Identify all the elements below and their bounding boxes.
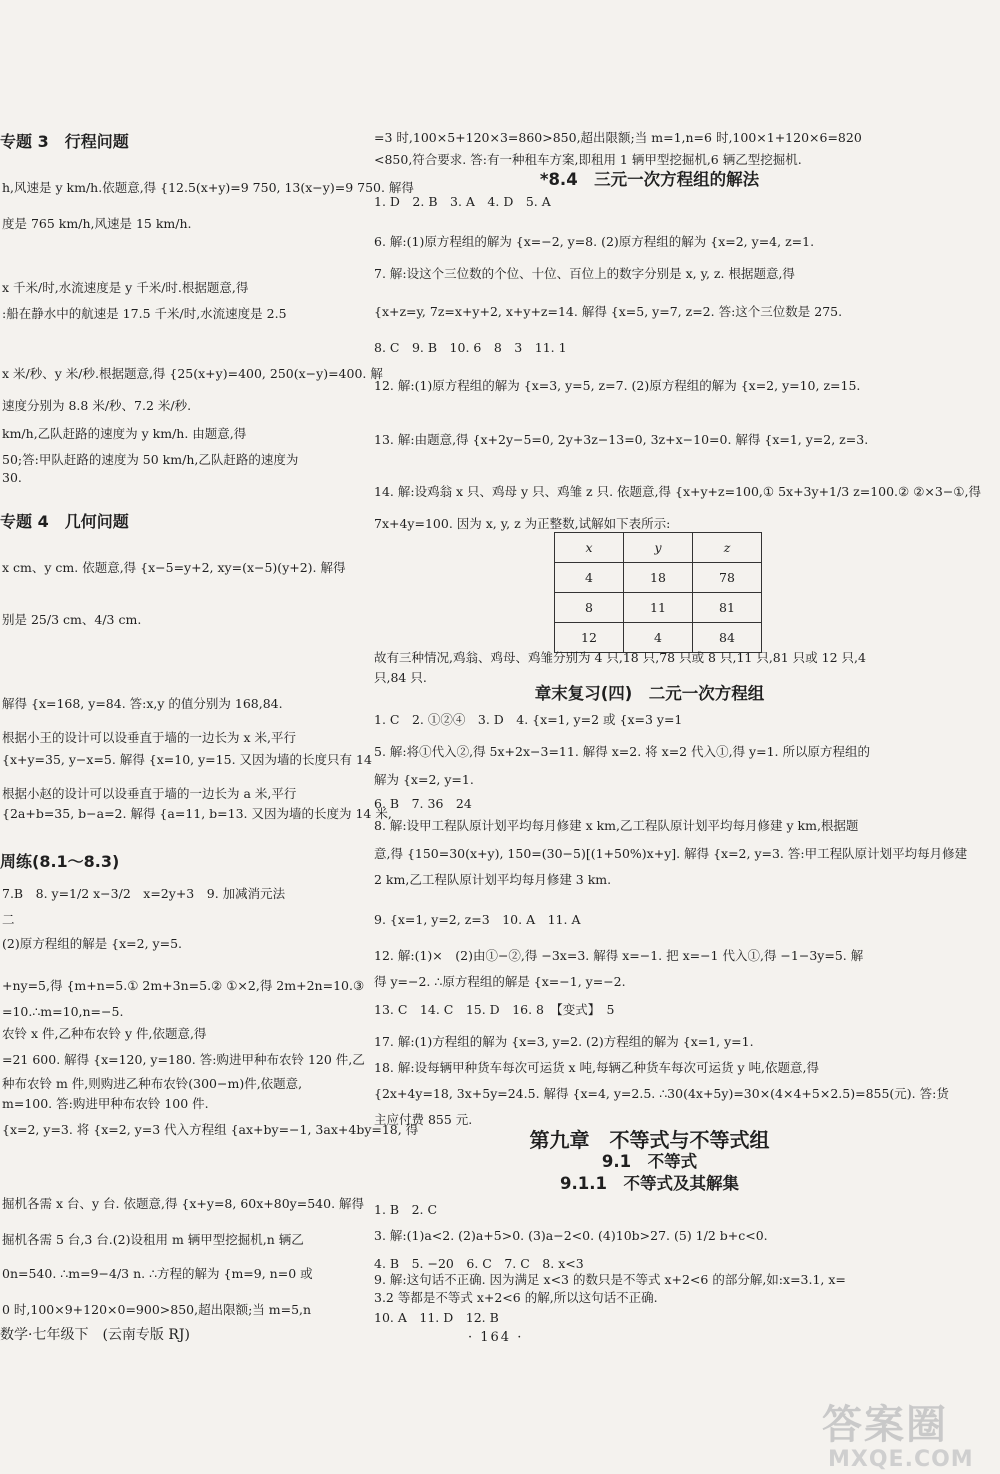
answer-line: 7x+4y=100. 因为 x, y, z 为正整数,试解如下表所示: (374, 516, 671, 531)
answer-line: 2 km,乙工程队原计划平均每月修建 3 km. (374, 872, 612, 887)
table-cell: 12 (555, 623, 624, 653)
watermark-logo (822, 1400, 1000, 1471)
answer-line: {2x+4y=18, 3x+5y=24.5. 解得 {x=4, y=2.5. ∴30(4x+5y)=30×(4×4+5×2.5)=855(元). 答:货 (374, 1086, 949, 1101)
answer-line: 别是 25/3 cm、4/3 cm. (2, 612, 142, 627)
answer-line: 8. C 9. B 10. 6 8 3 11. 1 (374, 340, 567, 355)
answer-line: +ny=5,得 {m+n=5.① 2m+3n=5.② ①×2,得 2m+2n=10.③ (2, 978, 365, 993)
table-header-row (555, 533, 762, 563)
section-heading: 9.1 不等式 (601, 1152, 698, 1171)
answer-line: 只,84 只. (374, 670, 427, 685)
answer-line: 得 y=−2. ∴原方程组的解是 {x=−1, y=−2. (374, 974, 626, 989)
answer-line: 10. A 11. D 12. B (374, 1310, 499, 1325)
answer-line: 7. 解:设这个三位数的个位、十位、百位上的数字分别是 x, y, z. 根据题意,得 (374, 266, 795, 281)
answer-line: 种布农铃 m 件,则购进乙种布农铃(300−m)件,依题意, (2, 1076, 303, 1091)
answer-line: 0 时,100×9+120×0=900>850,超出限额;当 m=5,n (2, 1302, 312, 1317)
answer-line: <850,符合要求. 答:有一种租车方案,即租用 1 辆甲型挖掘机,6 辆乙型挖掘机. (374, 152, 802, 167)
table-cell: 84 (693, 623, 762, 653)
table-row (555, 563, 762, 593)
table-header-z: z (693, 533, 762, 563)
answer-line: 掘机各需 5 台,3 台.(2)设租用 m 辆甲型挖掘机,n 辆乙 (2, 1232, 304, 1247)
watermark-title: 答案圈 (822, 1402, 948, 1448)
answer-line: 二 (2, 912, 15, 927)
answer-line: 根据小王的设计可以设垂直于墙的一边长为 x 米,平行 (2, 730, 296, 745)
answer-line: 0n=540. ∴m=9−4/3 n. ∴方程的解为 {m=9, n=0 或 (2, 1266, 313, 1281)
answer-line: (2)原方程组的解是 {x=2, y=5. (2, 936, 183, 951)
answer-line: 30. (2, 470, 22, 485)
answer-line: 1. D 2. B 3. A 4. D 5. A (374, 194, 551, 209)
section-heading: 章末复习(四) 二元一次方程组 (534, 684, 765, 703)
answer-line: x 千米/时,水流速度是 y 千米/时.根据题意,得 (2, 280, 249, 295)
answer-line: 1. C 2. ①②④ 3. D 4. {x=1, y=2 或 {x=3 y=1 (374, 712, 683, 727)
section-heading: 9.1.1 不等式及其解集 (560, 1174, 739, 1193)
answer-line: 解得 {x=168, y=84. 答:x,y 的值分别为 168,84. (2, 696, 283, 711)
answer-line: 13. C 14. C 15. D 16. 8 【变式】 5 (374, 1002, 615, 1017)
table-cell: 4 (555, 563, 624, 593)
answer-line: 速度分别为 8.8 米/秒、7.2 米/秒. (2, 398, 192, 413)
right-column (372, 0, 981, 1471)
answer-line: :船在静水中的航速是 17.5 千米/时,水流速度是 2.5 (2, 306, 287, 321)
answer-line: 14. 解:设鸡翁 x 只、鸡母 y 只、鸡雏 z 只. 依题意,得 {x+y+z=100,① 5x+3y+1/3 z=100.② ②×3−①,得 (374, 484, 981, 499)
footer-book-info: 数学·七年级下 (云南专版 RJ) (0, 1327, 190, 1343)
table-header-y: y (624, 533, 693, 563)
answer-line: 根据小赵的设计可以设垂直于墙的一边长为 a 米,平行 (2, 786, 297, 801)
answer-line: x cm、y cm. 依题意,得 {x−5=y+2, xy=(x−5)(y+2). 解得 (2, 560, 346, 575)
answer-table (554, 532, 762, 653)
answer-line: 17. 解:(1)方程组的解为 {x=3, y=2. (2)方程组的解为 {x=1, y=1. (374, 1034, 754, 1049)
section-heading: 专题 4 几何问题 (0, 512, 129, 531)
answer-line: 4. B 5. −20 6. C 7. C 8. x<3 (374, 1256, 584, 1271)
answer-line: 6. B 7. 36 24 (374, 796, 472, 811)
answer-line: 故有三种情况,鸡翁、鸡母、鸡雏分别为 4 只,18 只,78 只或 8 只,11 只,81 只或 12 只,4 (374, 650, 866, 665)
answer-line: 5. 解:将①代入②,得 5x+2x−3=11. 解得 x=2. 将 x=2 代入①,得 y=1. 所以原方程组的 (374, 744, 870, 759)
answer-line: 7.B 8. y=1/2 x−3/2 x=2y+3 9. 加减消元法 (2, 886, 286, 901)
answer-line: {x+y=35, y−x=5. 解得 {x=10, y=15. 又因为墙的长度只有 14 (2, 752, 372, 767)
section-heading: *8.4 三元一次方程组的解法 (539, 170, 760, 189)
table-cell: 8 (555, 593, 624, 623)
answer-line: x 米/秒、y 米/秒.根据题意,得 {25(x+y)=400, 250(x−y)=400. 解 (2, 366, 383, 381)
answer-line: 农铃 x 件,乙种布农铃 y 件,依题意,得 (2, 1026, 207, 1041)
answer-line: 1. B 2. C (374, 1202, 438, 1217)
answer-line: 度是 765 km/h,风速是 15 km/h. (2, 216, 192, 231)
answer-line: 3.2 等都是不等式 x+2<6 的解,所以这句话不正确. (374, 1290, 658, 1305)
answer-line: 18. 解:设每辆甲种货车每次可运货 x 吨,每辆乙种货车每次可运货 y 吨,依题意,得 (374, 1060, 819, 1075)
answer-line: 13. 解:由题意,得 {x+2y−5=0, 2y+3z−13=0, 3z+x−10=0. 解得 {x=1, y=2, z=3. (374, 432, 869, 447)
answer-line: 6. 解:(1)原方程组的解为 {x=−2, y=8. (2)原方程组的解为 {x=2, y=4, z=1. (374, 234, 815, 249)
table-cell: 4 (624, 623, 693, 653)
answer-line: 8. 解:设甲工程队原计划平均每月修建 x km,乙工程队原计划平均每月修建 y km,根据题 (374, 818, 859, 833)
page-number: · 164 · (468, 1330, 524, 1345)
answer-line: {2a+b=35, b−a=2. 解得 {a=11, b=13. 又因为墙的长度为 14 米, (2, 806, 392, 821)
answer-line: 9. {x=1, y=2, z=3 10. A 11. A (374, 912, 581, 927)
answer-line: 解为 {x=2, y=1. (374, 772, 474, 787)
watermark-url: MXQE.COM (828, 1447, 974, 1472)
table-header-x: x (555, 533, 624, 563)
answer-line: 掘机各需 x 台、y 台. 依题意,得 {x+y=8, 60x+80y=540. 解得 (2, 1196, 365, 1211)
table-cell: 18 (624, 563, 693, 593)
answer-line: 主应付费 855 元. (374, 1112, 473, 1127)
section-heading: 第九章 不等式与不等式组 (529, 1128, 770, 1152)
answer-line: 9. 解:这句话不正确. 因为满足 x<3 的数只是不等式 x+2<6 的部分解,如:x=3.1, x= (374, 1272, 846, 1287)
answer-line: 12. 解:(1)原方程组的解为 {x=3, y=5, z=7. (2)原方程组的解为 {x=2, y=10, z=15. (374, 378, 861, 393)
answer-line: 12. 解:(1)× (2)由①−②,得 −3x=3. 解得 x=−1. 把 x=−1 代入①,得 −1−3y=5. 解 (374, 948, 864, 963)
table-cell: 81 (693, 593, 762, 623)
table-cell: 78 (693, 563, 762, 593)
section-heading: 周练(8.1～8.3) (0, 852, 120, 871)
answer-line: m=100. 答:购进甲种布农铃 100 件. (2, 1096, 209, 1111)
answer-line: 意,得 {150=30(x+y), 150=(30−5)[(1+50%)x+y]. 解得 {x=2, y=3. 答:甲工程队原计划平均每月修建 (374, 846, 968, 861)
table-cell: 11 (624, 593, 693, 623)
table-row (555, 623, 762, 653)
table-row (555, 593, 762, 623)
answer-line: h,风速是 y km/h.依题意,得 {12.5(x+y)=9 750, 13(x−y)=9 750. 解得 (2, 180, 414, 195)
section-heading: 专题 3 行程问题 (0, 132, 129, 151)
answer-line: =21 600. 解得 {x=120, y=180. 答:购进甲种布农铃 120 件,乙 (2, 1052, 365, 1067)
answer-line: {x=2, y=3. 将 {x=2, y=3 代入方程组 {ax+by=−1, 3ax+4by=18, 得 (2, 1122, 419, 1137)
answer-line: 50;答:甲队赶路的速度为 50 km/h,乙队赶路的速度为 (2, 452, 299, 467)
answer-line: =3 时,100×5+120×3=860>850,超出限额;当 m=1,n=6 时,100×1+120×6=820 (374, 130, 862, 145)
answer-line: =10.∴m=10,n=−5. (2, 1004, 124, 1019)
answer-line: km/h,乙队赶路的速度为 y km/h. 由题意,得 (2, 426, 247, 441)
answer-line: {x+z=y, 7z=x+y+2, x+y+z=14. 解得 {x=5, y=7, z=2. 答:这个三位数是 275. (374, 304, 843, 319)
answer-line: 3. 解:(1)a<2. (2)a+5>0. (3)a−2<0. (4)10b>27. (5) 1/2 b+c<0. (374, 1228, 768, 1243)
